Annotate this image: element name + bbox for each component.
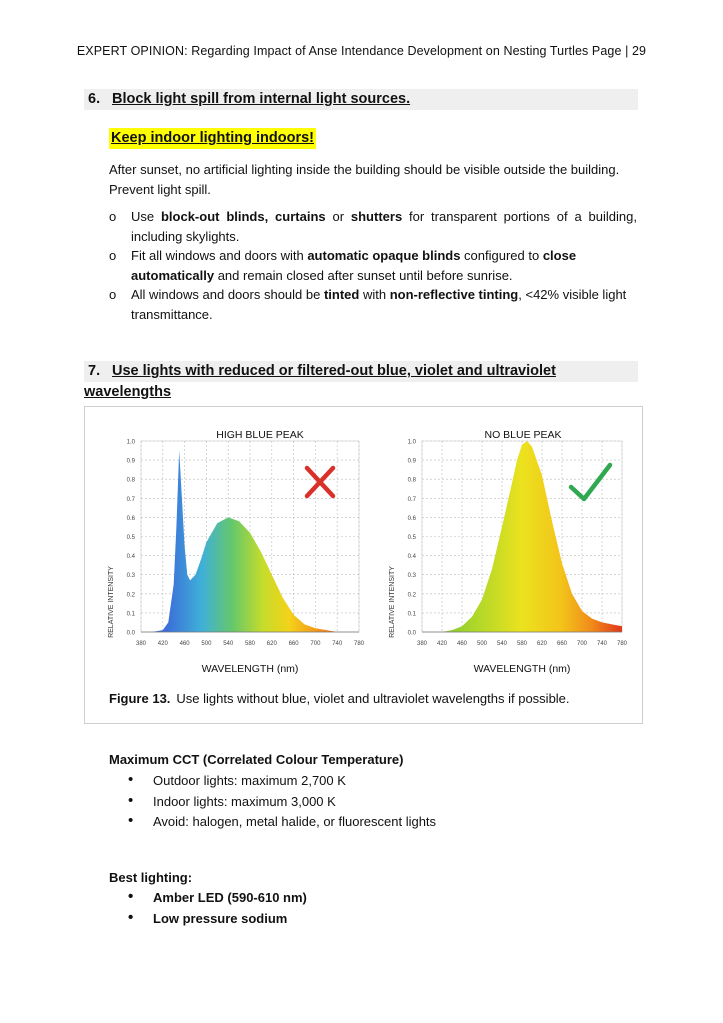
best-lighting-list (128, 888, 307, 929)
x-tick-label: 540 (496, 641, 508, 647)
x-tick-label: 740 (332, 641, 343, 647)
x-tick-label: 460 (456, 641, 468, 647)
y-tick-label: 0.4 (126, 554, 135, 561)
section-6-title: Block light spill from internal light sources. (112, 91, 411, 107)
y-tick-label: 0.1 (407, 611, 416, 618)
y-tick-label: 0.3 (126, 573, 135, 580)
section-6-number: 6. (88, 91, 101, 107)
list-item-text: Use (131, 209, 161, 224)
y-axis-label: RELATIVE INTENSITY (389, 566, 396, 638)
list-bullet: o (109, 287, 117, 302)
list-item-text: configured to (460, 248, 543, 263)
list-item-text: for transparent portions of a building, including skylights. (131, 209, 637, 244)
chart-no-blue-peak (389, 429, 628, 675)
y-tick-label: 0.7 (407, 496, 416, 503)
y-tick-label: 0.9 (126, 458, 135, 465)
y-tick-label: 1.0 (126, 439, 135, 446)
y-tick-label: 0.3 (407, 573, 416, 580)
y-tick-label: 0.9 (407, 458, 416, 465)
x-tick-label: 380 (416, 641, 428, 647)
y-tick-label: 1.0 (407, 439, 416, 446)
list-item-text: tinted (323, 287, 360, 302)
cct-title: Maximum CCT (Correlated Colour Temperature) (109, 752, 404, 767)
list-item-text: shutters (350, 209, 403, 224)
list-item-text: , <42% visible light transmittance. (131, 287, 627, 322)
chart-high-blue-peak (108, 429, 365, 675)
y-tick-label: 0.6 (407, 515, 416, 522)
x-tick-label: 420 (157, 641, 168, 647)
y-tick-label: 0.1 (126, 611, 135, 618)
x-axis-label: WAVELENGTH (nm) (201, 663, 299, 675)
highlight-callout: Keep indoor lighting indoors! (109, 128, 316, 149)
list-item-text: All windows and doors should be (131, 287, 324, 302)
x-tick-label: 500 (201, 641, 212, 647)
x-tick-label: 500 (476, 641, 488, 647)
section-6-list (109, 207, 637, 324)
spectrum-charts (85, 407, 642, 687)
list-item: • Low pressure sodium (128, 909, 307, 930)
y-tick-label: 0.8 (407, 477, 416, 484)
y-tick-label: 0.6 (126, 515, 135, 522)
figure-caption-text: Use lights without blue, violet and ultraviolet wavelengths if possible. (176, 691, 570, 706)
x-axis-label: WAVELENGTH (nm) (473, 663, 571, 675)
list-item-text: block-out blinds, curtains (160, 209, 326, 224)
x-tick-label: 620 (266, 641, 277, 647)
figure-13 (84, 406, 643, 724)
x-tick-label: 660 (288, 641, 299, 647)
figure-caption (109, 691, 570, 706)
list-item: • Amber LED (590-610 nm) (128, 888, 307, 909)
list-item-text: and remain closed after sunset until before sunrise. (214, 267, 513, 283)
x-tick-label: 780 (353, 641, 365, 647)
section-7-heading (84, 361, 638, 400)
x-tick-label: 700 (576, 641, 588, 647)
list-item-text: with (359, 287, 390, 302)
list-item-text: automatic opaque blinds (307, 248, 461, 263)
section-7-title: Use lights with reduced or filtered-out blue, violet and ultraviolet wavelengths (84, 363, 556, 400)
chart-title: HIGH BLUE PEAK (216, 429, 304, 441)
x-tick-label: 540 (223, 641, 234, 647)
y-tick-label: 0.5 (407, 535, 416, 541)
list-item: • Avoid: halogen, metal halide, or fluorescent lights (128, 812, 436, 833)
y-tick-label: 0.8 (126, 477, 135, 484)
section-6-list-item (109, 207, 637, 246)
section-6-intro: After sunset, no artificial lighting inside the building should be visible outside the building. Prevent light spill. (109, 162, 620, 197)
y-tick-label: 0.0 (126, 630, 135, 637)
y-tick-label: 0.4 (407, 554, 416, 561)
y-tick-label: 0.2 (407, 592, 416, 599)
x-tick-label: 620 (536, 641, 548, 647)
y-tick-label: 0.2 (126, 592, 135, 599)
list-item-text: non-reflective tinting (389, 287, 519, 302)
x-tick-label: 380 (135, 641, 147, 647)
x-tick-label: 780 (616, 641, 628, 647)
section-6-heading (84, 89, 638, 110)
list-item-text: Fit all windows and doors with (131, 248, 308, 263)
best-lighting-title: Best lighting: (109, 870, 193, 885)
list-bullet: o (109, 209, 117, 224)
list-item: • Outdoor lights: maximum 2,700 K (128, 771, 436, 792)
y-tick-label: 0.7 (126, 496, 135, 503)
figure-label: Figure 13. (109, 691, 171, 706)
list-item: • Indoor lights: maximum 3,000 K (128, 792, 436, 813)
y-tick-label: 0.0 (407, 630, 416, 637)
section-6-list-item (109, 246, 637, 285)
list-bullet: o (109, 248, 117, 263)
list-item-text: or (325, 209, 351, 224)
x-tick-label: 700 (310, 641, 321, 647)
x-tick-label: 580 (244, 641, 256, 647)
y-axis-label: RELATIVE INTENSITY (108, 566, 115, 638)
page-header: EXPERT OPINION: Regarding Impact of Anse Intendance Development on Nesting Turtles Page | 29 (76, 44, 647, 58)
cct-list (128, 771, 436, 833)
chart-title: NO BLUE PEAK (484, 429, 562, 441)
section-7-number: 7. (88, 363, 101, 379)
y-tick-label: 0.5 (126, 535, 135, 541)
list-item-text: close automatically (131, 248, 577, 283)
x-tick-label: 660 (556, 641, 568, 647)
x-tick-label: 580 (516, 641, 528, 647)
section-6-list-item (109, 285, 637, 324)
x-tick-label: 740 (596, 641, 608, 647)
x-tick-label: 460 (179, 641, 190, 647)
x-tick-label: 420 (436, 641, 448, 647)
